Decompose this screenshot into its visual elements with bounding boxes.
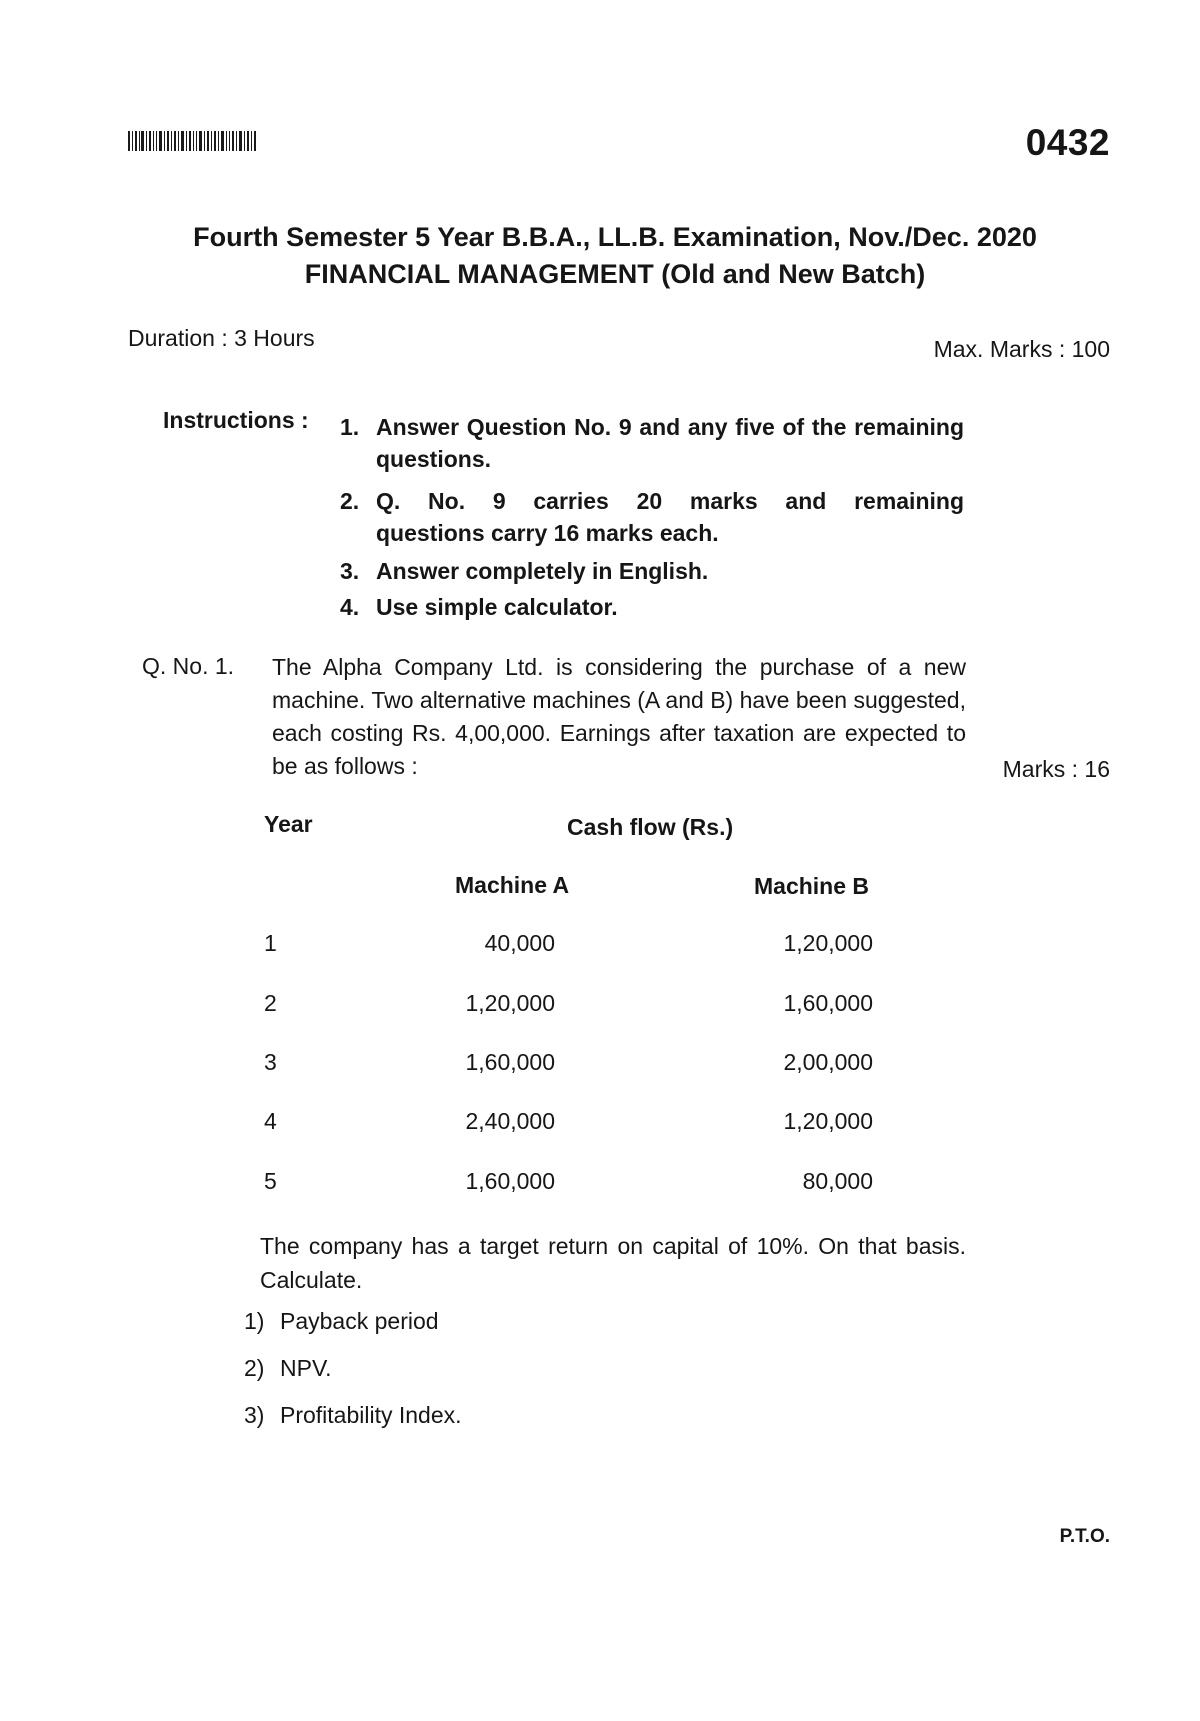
instruction-number: 4.: [340, 594, 360, 620]
instruction-item: [340, 591, 964, 623]
instruction-text-line: Q. No. 9 carries 20 marks and remaining: [376, 488, 964, 514]
question-number: Q. No. 1.: [142, 653, 235, 679]
table-row: [0, 1049, 1200, 1089]
cell-year: 2: [264, 990, 277, 1016]
instruction-item: [340, 411, 964, 475]
cell-machine-a: 40,000: [484, 930, 555, 956]
table-header-machine-a: Machine A: [455, 872, 570, 898]
exam-title: Fourth Semester 5 Year B.B.A., LL.B. Examination, Nov./Dec. 2020: [193, 222, 1037, 252]
pto-label: P.T.O.: [1059, 1526, 1110, 1547]
cell-machine-a: 1,20,000: [465, 990, 555, 1016]
table-header-year: Year: [264, 811, 313, 837]
cell-machine-b: 1,20,000: [783, 930, 873, 956]
instruction-number: 1.: [340, 414, 360, 440]
table-row: [0, 930, 1200, 970]
target-return-text: The company has a target return on capital of 10%. On that basis. Calculate.: [260, 1233, 966, 1293]
max-marks: Max. Marks : 100: [933, 336, 1110, 362]
instruction-item: [340, 485, 964, 549]
instruction-number: 2.: [340, 488, 360, 514]
cell-year: 5: [264, 1168, 277, 1194]
cell-machine-b: 1,60,000: [783, 990, 873, 1016]
table-row: [0, 990, 1200, 1030]
cell-machine-b: 2,00,000: [783, 1049, 873, 1075]
cell-year: 1: [264, 930, 277, 956]
instructions-label: Instructions :: [163, 407, 309, 433]
instruction-text: Answer Question No. 9 and any five of the remaining questions.: [376, 414, 964, 472]
cell-machine-b: 80,000: [802, 1168, 873, 1194]
table-row: [0, 1108, 1200, 1148]
barcode-icon: [128, 131, 256, 151]
instruction-text: Answer completely in English.: [376, 558, 709, 584]
instruction-text-line: questions carry 16 marks each.: [376, 520, 719, 546]
table-header-cashflow: Cash flow (Rs.): [567, 814, 734, 840]
instruction-text: Use simple calculator.: [376, 594, 618, 620]
subpart-item: [244, 1308, 439, 1335]
cell-machine-b: 1,20,000: [783, 1108, 873, 1134]
cell-year: 3: [264, 1049, 277, 1075]
subpart-text: Profitability Index.: [280, 1402, 462, 1428]
subpart-item: [244, 1402, 462, 1429]
instruction-number: 3.: [340, 558, 360, 584]
subpart-text: NPV.: [280, 1355, 332, 1381]
table-header-machine-b: Machine B: [754, 873, 870, 899]
cell-machine-a: 2,40,000: [465, 1108, 555, 1134]
duration: Duration : 3 Hours: [128, 325, 315, 351]
subpart-number: 1): [244, 1308, 265, 1334]
subpart-number: 3): [244, 1402, 265, 1428]
table-row: [0, 1168, 1200, 1208]
question-text: The Alpha Company Ltd. is considering the purchase of a new machine. Two alternative machines (A and B) have been suggested, each costing Rs. 4,00,000. Earnings after taxation are expected to be as follows :: [272, 654, 966, 779]
paper-code: 0432: [1025, 122, 1110, 163]
cell-machine-a: 1,60,000: [465, 1168, 555, 1194]
question-marks: Marks : 16: [1002, 756, 1110, 782]
subject-title: FINANCIAL MANAGEMENT (Old and New Batch): [304, 259, 926, 289]
subpart-number: 2): [244, 1355, 265, 1381]
subpart-item: [244, 1355, 332, 1382]
cell-year: 4: [264, 1108, 277, 1134]
cell-machine-a: 1,60,000: [465, 1049, 555, 1075]
instruction-item: [340, 555, 964, 587]
instruction-text: [376, 485, 964, 549]
subpart-text: Payback period: [280, 1308, 439, 1334]
